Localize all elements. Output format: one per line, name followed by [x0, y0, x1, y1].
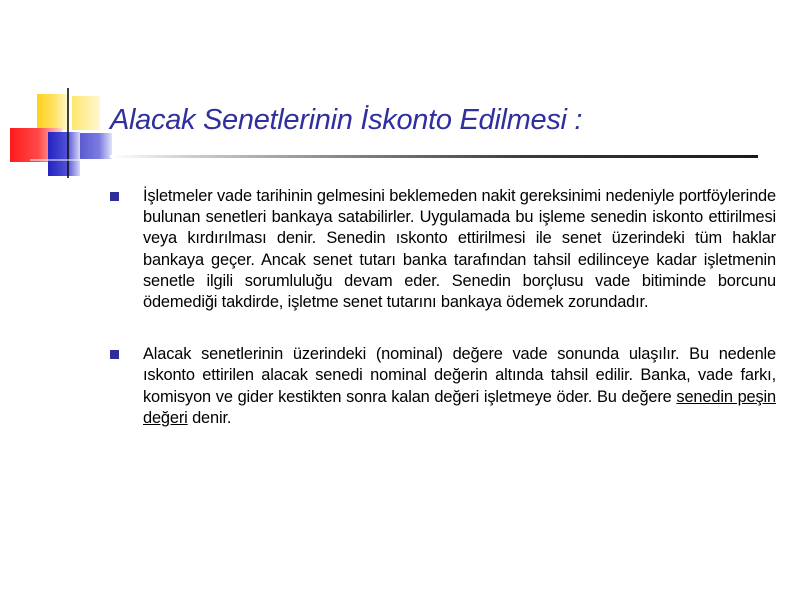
slide-title: Alacak Senetlerinin İskonto Edilmesi : — [110, 104, 583, 136]
square-bullet-icon — [110, 192, 119, 201]
underlined-term: senedin peşin değeri — [143, 387, 776, 427]
decorative-squares-logo — [0, 0, 120, 190]
bullet-item-present-value — [110, 344, 776, 429]
bullet-text-after: denir. — [187, 408, 232, 427]
bullet-list — [110, 186, 776, 460]
bullet-text: İşletmeler vade tarihinin gelmesini beklemeden nakit gereksinimi nedeniyle portföylerinde bulunan senetleri bankaya satabilirler. Uygulamada bu işleme senedin iskonto ettirilmesi veya kırdırılması denir. Senedin ıskonto ettirilmesi ile senet üzerindeki tüm haklar bankaya geçer. Ancak senet tutarı banka tarafından tahsil edilinceye kadar işletmenin senetle ilgili sorumluluğu devam eder. Senedin borçlusu vade bitiminde borcunu ödemediği takdirde, işletme senet tutarını bankaya ödemek zorundadır. — [143, 187, 776, 312]
bullet-text-before: Alacak senetlerinin üzerindeki (nominal) değere vade sonunda ulaşılır. Bu nedenle ıskonto ettirilen alacak senedi nominal değerin altında tahsil edilir. Banka, vade farkı, komisyon ve gider kestikten sonra kalan değeri işletmeye öder. Bu değere — [143, 345, 776, 406]
bullet-item-discounting-definition — [110, 186, 776, 313]
title-underline-rule — [110, 155, 758, 158]
square-bullet-icon — [110, 350, 119, 359]
